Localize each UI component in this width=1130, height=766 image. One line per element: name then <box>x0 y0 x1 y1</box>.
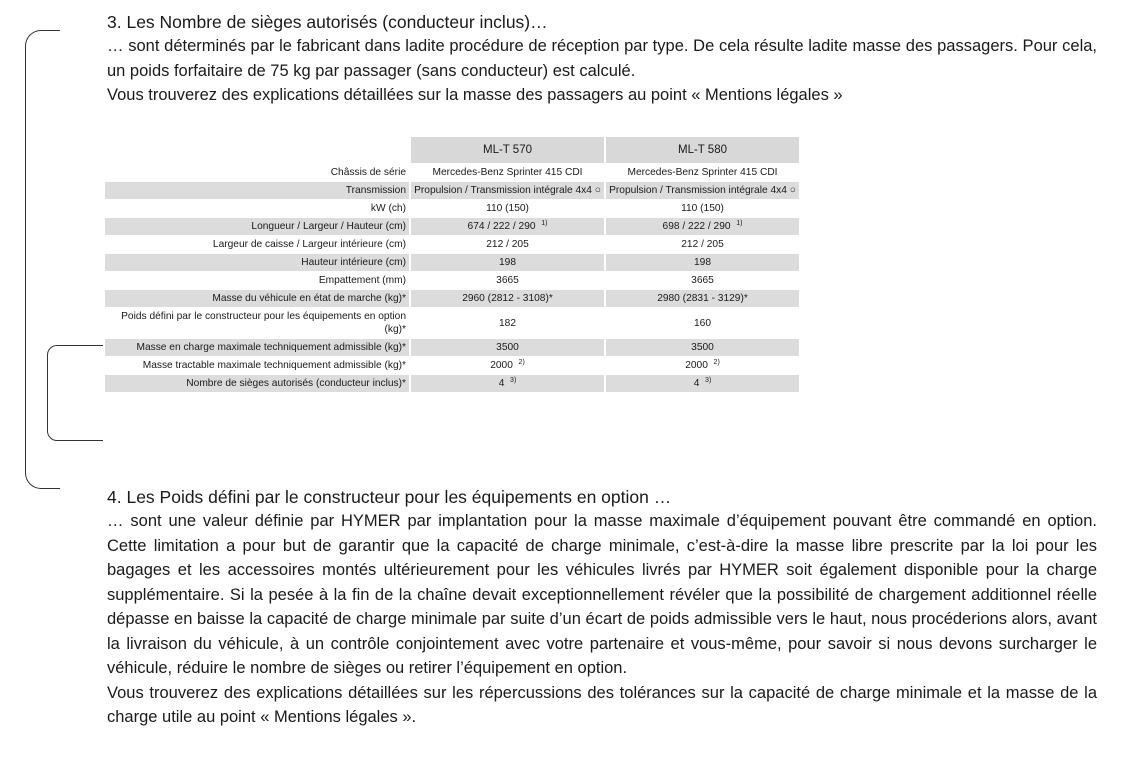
row-value <box>606 357 799 374</box>
section-3-paragraph: … sont déterminés par le fabricant dans ladite procédure de réception par type. De cela résulte ladite masse des passagers. Pour cela, un poids forfaitaire de 75 kg par passager (sans conducteur) est calculé. <box>107 37 1097 80</box>
footnote-marker: 3) <box>705 377 712 384</box>
column-header: ML-T 570 <box>411 137 604 163</box>
row-value <box>606 182 799 199</box>
value-text: 110 (150) <box>486 203 529 214</box>
spec-table <box>103 136 801 393</box>
row-value <box>411 254 604 271</box>
row-label: Châssis de série <box>105 164 409 181</box>
row-label: Nombre de sièges autorisés (conducteur inclus)* <box>105 375 409 392</box>
inner-bracket-connector <box>47 345 103 441</box>
value-text: 3665 <box>691 275 714 286</box>
row-value <box>411 272 604 289</box>
row-value <box>606 375 799 392</box>
value-text: 2960 (2812 - 3108)* <box>462 293 553 304</box>
value-text: 160 <box>694 317 711 329</box>
footnote-marker: 3) <box>510 377 517 384</box>
row-value <box>606 218 799 235</box>
value-text: Mercedes-Benz Sprinter 415 CDI <box>627 167 778 178</box>
footnote-marker: 2) <box>713 359 720 366</box>
value-text: 212 / 205 <box>486 239 529 250</box>
value-text: 3500 <box>691 342 714 353</box>
row-value <box>606 290 799 307</box>
table-row <box>105 254 799 271</box>
row-value <box>606 272 799 289</box>
table-row <box>105 290 799 307</box>
row-value <box>411 200 604 217</box>
value-text: 3500 <box>496 342 519 353</box>
value-text: Propulsion / Transmission intégrale 4x4 ○ <box>609 185 796 196</box>
table-row <box>105 182 799 199</box>
value-text: 2000 <box>490 360 513 371</box>
row-value <box>411 218 604 235</box>
row-value <box>606 254 799 271</box>
section-3-heading: 3. Les Nombre de sièges autorisés (conducteur inclus)… <box>107 12 548 32</box>
row-value <box>411 164 604 181</box>
section-4-legal-note: Vous trouverez des explications détaillées sur les répercussions des tolérances sur la capacité de charge minimale et la masse de la charge utile au point « Mentions légales ». <box>107 683 1097 726</box>
row-value <box>411 308 604 338</box>
row-label: Poids défini par le constructeur pour les équipements en option (kg)* <box>105 308 409 338</box>
section-3-legal-note: Vous trouverez des explications détaillées sur la masse des passagers au point « Mentions légales » <box>107 86 843 104</box>
section-4 <box>107 485 1097 730</box>
footnote-marker: 1) <box>541 220 548 227</box>
table-row <box>105 272 799 289</box>
value-text: 3665 <box>496 275 519 286</box>
value-text: 182 <box>499 317 516 329</box>
value-text: 674 / 222 / 290 <box>467 221 536 232</box>
row-value <box>606 308 799 338</box>
row-value <box>411 236 604 253</box>
row-value <box>411 290 604 307</box>
row-label: Longueur / Largeur / Hauteur (cm) <box>105 218 409 235</box>
row-label: Largeur de caisse / Largeur intérieure (cm) <box>105 236 409 253</box>
row-value <box>411 357 604 374</box>
table-row <box>105 236 799 253</box>
row-value <box>606 164 799 181</box>
row-label: Masse tractable maximale techniquement admissible (kg)* <box>105 357 409 374</box>
table-row <box>105 375 799 392</box>
row-label: Masse du véhicule en état de marche (kg)* <box>105 290 409 307</box>
row-value <box>606 236 799 253</box>
spec-table-header <box>105 137 799 163</box>
value-text: 2980 (2831 - 3129)* <box>657 293 748 304</box>
section-4-heading: 4. Les Poids défini par le constructeur pour les équipements en option … <box>107 487 672 507</box>
section-4-paragraph: … sont une valeur définie par HYMER par implantation pour la masse maximale d’équipement pouvant être commandé en option. Cette limitation a pour but de garantir que la capacité de charge minimale, c’est-à-dire la masse libre prescrite par la loi pour les bagages et les accessoires montés ultérieurement pour les véhicules livrés par HYMER soit également disponible pour la charge supplémentaire. Si la pesée à la fin de la chaîne devait exceptionnellement révéler que la possibilité de chargement additionnel réelle dépasse en baisse la capacité de charge minimale par suite d’un écart de poids admissible vers le haut, nous procéderions alors, avant la livraison du véhicule, à un contrôle conjointement avec votre partenaire et vous-même, pour savoir si nous devons surcharger le véhicule, réduire le nombre de sièges ou retirer l’équipement en option. <box>107 512 1097 677</box>
table-row <box>105 164 799 181</box>
footnote-marker: 1) <box>736 220 743 227</box>
table-row <box>105 339 799 356</box>
row-value <box>411 182 604 199</box>
column-header: ML-T 580 <box>606 137 799 163</box>
value-text: 198 <box>694 257 711 268</box>
row-label: Masse en charge maximale techniquement admissible (kg)* <box>105 339 409 356</box>
table-row <box>105 308 799 338</box>
row-value <box>411 339 604 356</box>
row-value <box>411 375 604 392</box>
value-text: 4 <box>498 378 505 389</box>
row-value <box>606 339 799 356</box>
value-text: 110 (150) <box>681 203 724 214</box>
header-empty-cell <box>105 137 409 163</box>
value-text: Mercedes-Benz Sprinter 415 CDI <box>432 167 583 178</box>
table-row <box>105 357 799 374</box>
row-label: kW (ch) <box>105 200 409 217</box>
value-text: Propulsion / Transmission intégrale 4x4 ○ <box>414 185 601 196</box>
value-text: 4 <box>693 378 700 389</box>
value-text: 198 <box>499 257 516 268</box>
value-text: 2000 <box>685 360 708 371</box>
row-label: Hauteur intérieure (cm) <box>105 254 409 271</box>
footnote-marker: 2) <box>518 359 525 366</box>
section-3 <box>107 10 1097 108</box>
table-row <box>105 218 799 235</box>
row-label: Empattement (mm) <box>105 272 409 289</box>
row-label: Transmission <box>105 182 409 199</box>
row-value <box>606 200 799 217</box>
value-text: 698 / 222 / 290 <box>662 221 731 232</box>
value-text: 212 / 205 <box>681 239 724 250</box>
table-row <box>105 200 799 217</box>
